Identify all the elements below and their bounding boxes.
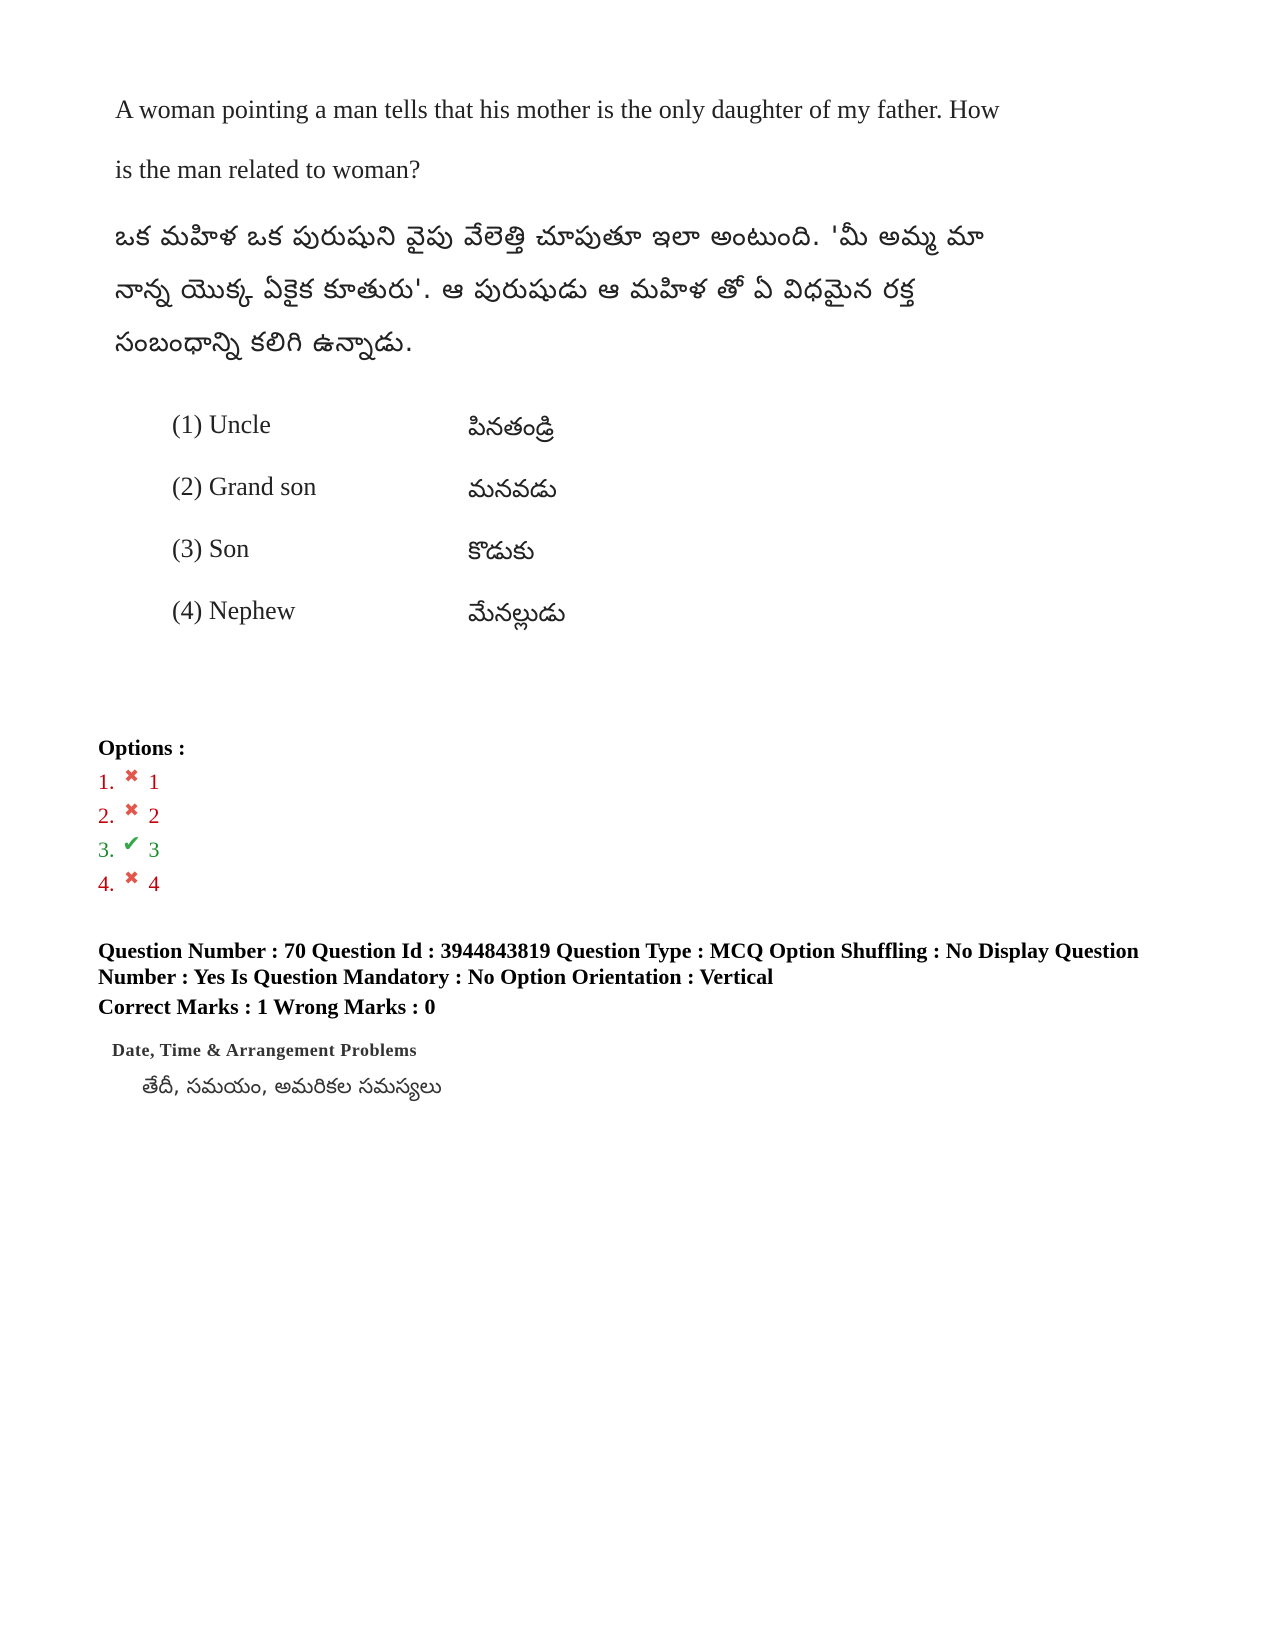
choice-english: (2) Grand son bbox=[172, 472, 317, 501]
choice-telugu: మేనల్లుడు bbox=[468, 598, 566, 627]
option-value: 4 bbox=[148, 871, 160, 896]
options-title: Options : bbox=[98, 735, 186, 760]
marks-line: Correct Marks : 1 Wrong Marks : 0 bbox=[98, 994, 436, 1019]
option-value: 1 bbox=[148, 769, 160, 794]
choice-telugu: కొడుకు bbox=[468, 536, 535, 565]
metadata-line-1: Question Number : 70 Question Id : 3944843819 Question Type : MCQ Option Shuffling : No Display Question bbox=[98, 938, 1139, 963]
metadata-line-2: Number : Yes Is Question Mandatory : No Option Orientation : Vertical bbox=[98, 964, 774, 989]
cross-icon: ✖ bbox=[123, 766, 140, 786]
question-text-block bbox=[115, 80, 1075, 369]
choice-row bbox=[172, 534, 772, 596]
cross-icon: ✖ bbox=[123, 868, 140, 888]
option-value: 3 bbox=[148, 837, 160, 862]
question-metadata bbox=[98, 938, 1178, 1020]
choice-row bbox=[172, 596, 772, 658]
choice-english: (3) Son bbox=[172, 534, 250, 563]
cross-icon: ✖ bbox=[123, 800, 140, 820]
question-telugu-line-2: నాన్న యొక్క ఏకైక కూతురు'. ఆ పురుషుడు ఆ మహిళ తో ఏ విధమైన రక్త bbox=[115, 274, 915, 305]
question-telugu-line-1: ఒక మహిళ ఒక పురుషుని వైపు వేలెత్తి చూపుతూ ఇలా అంటుంది. 'మీ అమ్మ మా bbox=[115, 221, 985, 252]
category-telugu: తేదీ, సమయం, అమరికల సమస్యలు bbox=[142, 1074, 442, 1098]
option-item bbox=[98, 867, 185, 901]
question-english-line-1: A woman pointing a man tells that his mother is the only daughter of my father. How bbox=[115, 95, 1000, 124]
choice-telugu: మనవడు bbox=[468, 474, 557, 503]
choice-row bbox=[172, 472, 772, 534]
options-list bbox=[98, 735, 185, 901]
option-value: 2 bbox=[148, 803, 160, 828]
choice-row bbox=[172, 410, 772, 472]
choice-english: (4) Nephew bbox=[172, 596, 296, 625]
check-icon: ✔ bbox=[122, 831, 141, 856]
category-english: Date, Time & Arrangement Problems bbox=[112, 1040, 417, 1060]
choice-english: (1) Uncle bbox=[172, 410, 271, 439]
option-number: 3. bbox=[98, 837, 115, 862]
option-number: 2. bbox=[98, 803, 115, 828]
option-number: 1. bbox=[98, 769, 115, 794]
question-telugu-line-3: సంబంధాన్ని కలిగి ఉన్నాడు. bbox=[115, 327, 415, 358]
option-number: 4. bbox=[98, 871, 115, 896]
question-english-line-2: is the man related to woman? bbox=[115, 155, 421, 184]
choice-telugu: పినతండ్రి bbox=[468, 412, 554, 441]
answer-choices bbox=[172, 410, 772, 658]
